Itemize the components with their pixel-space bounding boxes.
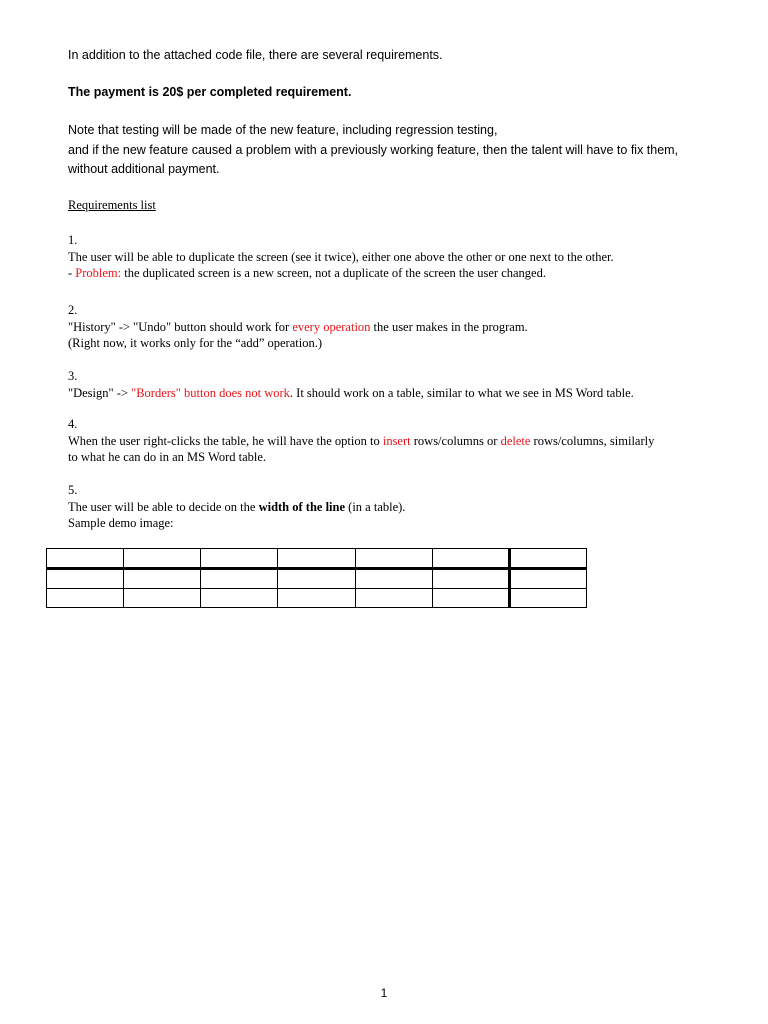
requirement-number: 2.	[68, 303, 78, 317]
page-number: 1	[380, 986, 388, 1000]
table-cell	[509, 589, 586, 608]
requirement-note: (Right now, it works only for the “add” operation.)	[68, 336, 322, 350]
requirement-text: The user will be able to decide on the width of the line (in a table).	[68, 499, 406, 514]
requirement-text: When the user right-clicks the table, he will have the option to insert rows/columns or delete rows/columns, similarly	[68, 433, 655, 448]
requirement-text: "History" -> "Undo" button should work for every operation the user makes in the program.	[68, 319, 528, 334]
requirement-text: The user will be able to duplicate the screen (see it twice), either one above the other or one next to the other.	[68, 249, 614, 264]
table-row	[47, 549, 587, 569]
table-cell	[432, 569, 509, 589]
requirement-text: "Design" -> "Borders" button does not work. It should work on a table, similar to what we see in MS Word table.	[68, 385, 634, 400]
requirement-3	[68, 368, 728, 401]
table-cell	[278, 589, 355, 608]
table-cell	[432, 549, 509, 569]
table-cell	[47, 589, 124, 608]
table-cell	[201, 569, 278, 589]
payment-line: The payment is 20$ per completed requirement.	[68, 85, 352, 99]
requirement-4	[68, 416, 728, 466]
requirement-1	[68, 232, 728, 282]
table-row	[47, 589, 587, 608]
testing-note: Note that testing will be made of the new feature, including regression testing, and if the new feature caused a problem with a previously working feature, then the talent will have to fix them, without additional payment.	[68, 123, 679, 176]
requirement-number: 1.	[68, 233, 78, 247]
requirement-number: 4.	[68, 417, 78, 431]
table-cell	[355, 569, 432, 589]
table-cell	[201, 549, 278, 569]
requirement-5	[68, 482, 728, 532]
requirement-problem: - Problem: the duplicated screen is a new screen, not a duplicate of the screen the user changed.	[68, 266, 546, 280]
table-cell	[201, 589, 278, 608]
table-cell	[278, 549, 355, 569]
requirement-2	[68, 302, 728, 352]
table-cell	[509, 549, 586, 569]
table-cell	[124, 549, 201, 569]
table-cell	[432, 589, 509, 608]
requirement-number: 3.	[68, 369, 78, 383]
intro-line: In addition to the attached code file, there are several requirements.	[68, 48, 443, 62]
table-cell	[124, 589, 201, 608]
requirement-number: 5.	[68, 483, 78, 497]
table-cell	[124, 569, 201, 589]
table-cell	[47, 569, 124, 589]
table-row	[47, 569, 587, 589]
table-cell	[355, 549, 432, 569]
table-cell	[278, 569, 355, 589]
table-cell	[47, 549, 124, 569]
requirements-heading: Requirements list	[68, 198, 156, 212]
table-cell	[355, 589, 432, 608]
requirement-text-continued: to what he can do in an MS Word table.	[68, 450, 267, 464]
sample-caption: Sample demo image:	[68, 516, 174, 530]
sample-demo-table	[46, 548, 587, 608]
table-cell	[509, 569, 586, 589]
